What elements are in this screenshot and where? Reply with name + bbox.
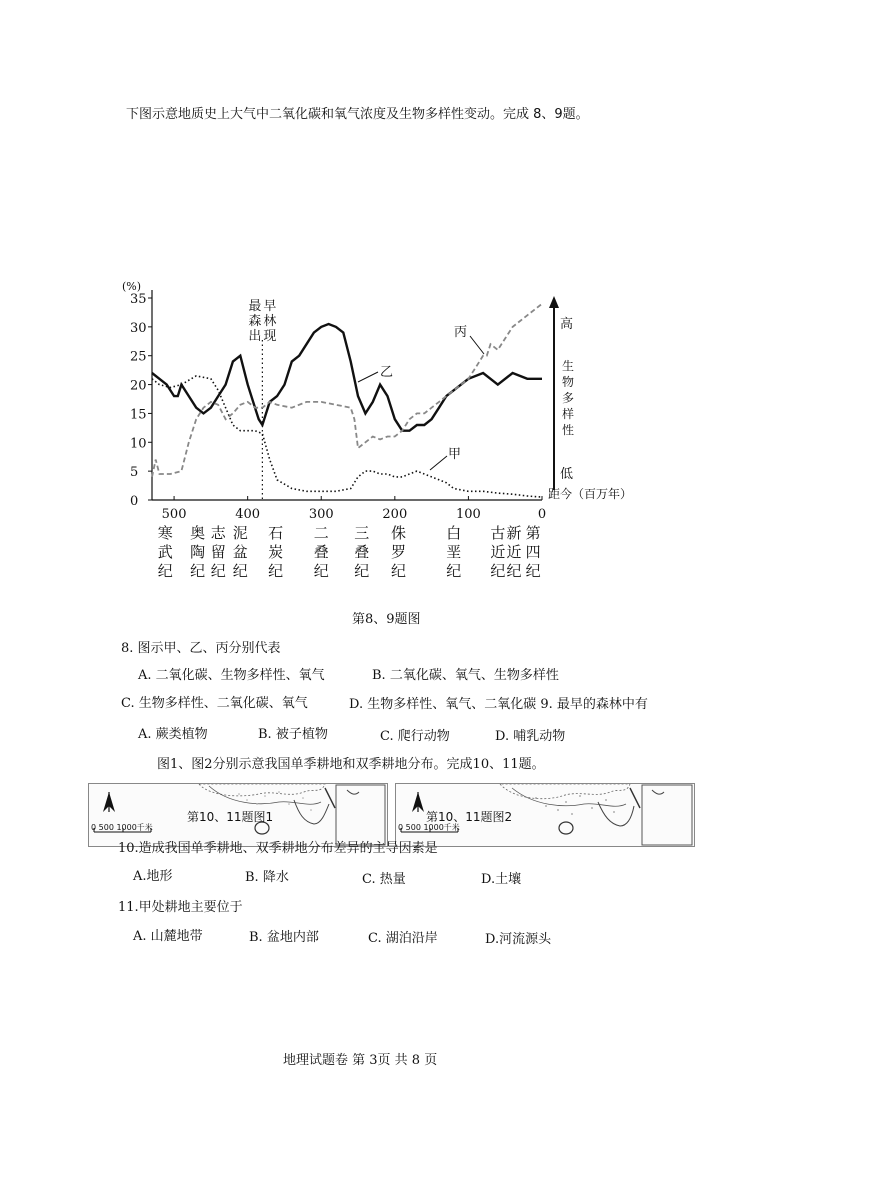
period-label: 新: [506, 524, 522, 542]
q8-option-a: A. 二氧化碳、生物多样性、氧气: [138, 668, 325, 683]
period-label: 纪: [190, 562, 206, 578]
series-label-bing-leader: [470, 336, 484, 354]
y-tick-label: 20: [130, 378, 147, 394]
intro-q10-11: 图1、图2分别示意我国单季耕地和双季耕地分布。完成10、11题。: [157, 757, 545, 772]
x-axis-label: 距今（百万年）: [548, 487, 633, 501]
period-label: 四: [525, 543, 541, 561]
y-tick-label: 25: [130, 349, 147, 365]
y-tick-label: 10: [130, 436, 147, 452]
q11-option-a: A. 山麓地带: [133, 929, 203, 944]
figure-caption-8-9: 第8、9题图: [352, 612, 421, 627]
x-tick-label: 300: [308, 507, 334, 522]
q11-option-b: B. 盆地内部: [249, 930, 319, 945]
forest-annotation-char: 出: [248, 329, 262, 344]
series-label-jia: 甲: [448, 447, 462, 462]
period-label: 古: [490, 524, 506, 542]
map-figure-1: [88, 783, 388, 847]
geologic-history-chart: [112, 278, 672, 578]
forest-annotation-char: 最: [248, 299, 262, 314]
q11-stem: 11.甲处耕地主要位于: [118, 900, 243, 915]
q9-option-c: C. 爬行动物: [380, 729, 450, 744]
period-label: 三: [354, 524, 370, 542]
period-label: 叠: [313, 543, 329, 561]
period-label: 纪: [446, 562, 462, 578]
q8-option-b: B. 二氧化碳、氧气、生物多样性: [372, 668, 559, 683]
period-label: 罗: [391, 543, 407, 561]
period-label: 奥: [190, 524, 206, 542]
q11-option-d: D.河流源头: [485, 932, 552, 947]
period-label: 石: [268, 524, 284, 542]
series-label-yi-leader: [358, 372, 378, 382]
intro-q8-9: 下图示意地质史上大气中二氧化碳和氧气浓度及生物多样性变动。完成 8、9题。: [126, 107, 589, 122]
period-label: 纪: [268, 562, 284, 578]
period-label: 陶: [190, 543, 206, 561]
forest-annotation-char: 早: [263, 299, 277, 314]
period-label: 纪: [391, 562, 407, 578]
map-figure-2: [395, 783, 695, 847]
forest-annotation-char: 林: [263, 314, 277, 329]
map-1-scale: 0 500 1000千米: [91, 823, 153, 832]
q10-option-b: B. 降水: [245, 870, 289, 885]
x-tick-label: 200: [382, 507, 408, 522]
period-label: 泥: [232, 524, 248, 542]
forest-annotation-char: 现: [263, 329, 277, 344]
y-tick-label: 5: [130, 465, 139, 481]
q10-option-c: C. 热量: [362, 872, 406, 887]
right-axis-label-char: 生: [562, 359, 575, 373]
series-line-bing: [152, 304, 542, 477]
right-axis-bottom-label: 低: [560, 467, 574, 482]
x-tick-label: 500: [161, 507, 187, 522]
q8-option-d-q9-stem: D. 生物多样性、氧气、二氧化碳 9. 最早的森林中有: [349, 697, 648, 712]
series-label-yi: 乙: [380, 365, 394, 380]
q10-option-d: D.土壤: [481, 872, 522, 887]
y-tick-label: 35: [130, 292, 147, 307]
period-label: 纪: [157, 562, 173, 578]
right-axis-label-char: 多: [562, 391, 575, 405]
period-label: 盆: [232, 543, 248, 561]
period-label: 炭: [268, 543, 284, 561]
q10-stem: 10.造成我国单季耕地、双季耕地分布差异的主导因素是: [118, 841, 438, 856]
x-tick-label: 100: [456, 507, 481, 522]
right-axis-arrowhead: [549, 296, 559, 308]
period-label: 纪: [210, 562, 226, 578]
period-label: 寒: [157, 524, 173, 542]
right-axis-label-char: 性: [562, 423, 575, 437]
q9-option-d: D. 哺乳动物: [495, 729, 566, 744]
series-label-bing: 丙: [454, 325, 468, 340]
y-tick-label: 30: [130, 320, 147, 336]
map-2-label: 第10、11题图2: [426, 810, 513, 824]
period-label: 叠: [354, 543, 370, 561]
period-label: 近: [490, 543, 506, 561]
period-label: 武: [157, 543, 173, 561]
q11-option-c: C. 湖泊沿岸: [368, 931, 438, 946]
series-label-jia-leader: [430, 456, 447, 470]
q8-option-c: C. 生物多样性、二氧化碳、氧气: [121, 696, 308, 711]
period-label: 纪: [490, 562, 506, 578]
period-label: 纪: [354, 562, 370, 578]
period-label: 志: [210, 524, 226, 542]
map-2-scale: 0 500 1000千米: [398, 823, 460, 832]
q9-option-a: A. 蕨类植物: [138, 727, 208, 742]
period-label: 纪: [313, 562, 329, 578]
right-axis-top-label: 高: [560, 317, 574, 332]
series-line-jia: [152, 376, 542, 497]
period-label: 侏: [391, 524, 407, 542]
period-label: 近: [506, 543, 522, 561]
right-axis-label-char: 物: [562, 375, 575, 389]
series-line-yi: [152, 324, 542, 431]
y-tick-label: 0: [130, 494, 139, 509]
map-1-label: 第10、11题图1: [187, 810, 274, 824]
period-label: 第: [525, 524, 541, 542]
period-label: 垩: [446, 543, 462, 561]
y-unit-label: (%): [122, 280, 142, 293]
period-label: 纪: [525, 562, 541, 578]
q8-stem: 8. 图示甲、乙、丙分别代表: [121, 641, 281, 656]
q10-option-a: A.地形: [133, 869, 173, 884]
period-label: 纪: [506, 562, 522, 578]
x-tick-label: 0: [537, 507, 547, 522]
period-label: 白: [446, 524, 462, 542]
page-footer: 地理试题卷 第 3页 共 8 页: [283, 1053, 438, 1068]
x-tick-label: 400: [235, 507, 261, 522]
forest-annotation-char: 森: [248, 314, 262, 329]
period-label: 二: [313, 524, 329, 542]
period-label: 留: [210, 543, 226, 561]
y-tick-label: 15: [130, 407, 147, 423]
right-axis-label-char: 样: [562, 407, 575, 421]
q9-option-b: B. 被子植物: [258, 727, 328, 742]
period-label: 纪: [232, 562, 248, 578]
